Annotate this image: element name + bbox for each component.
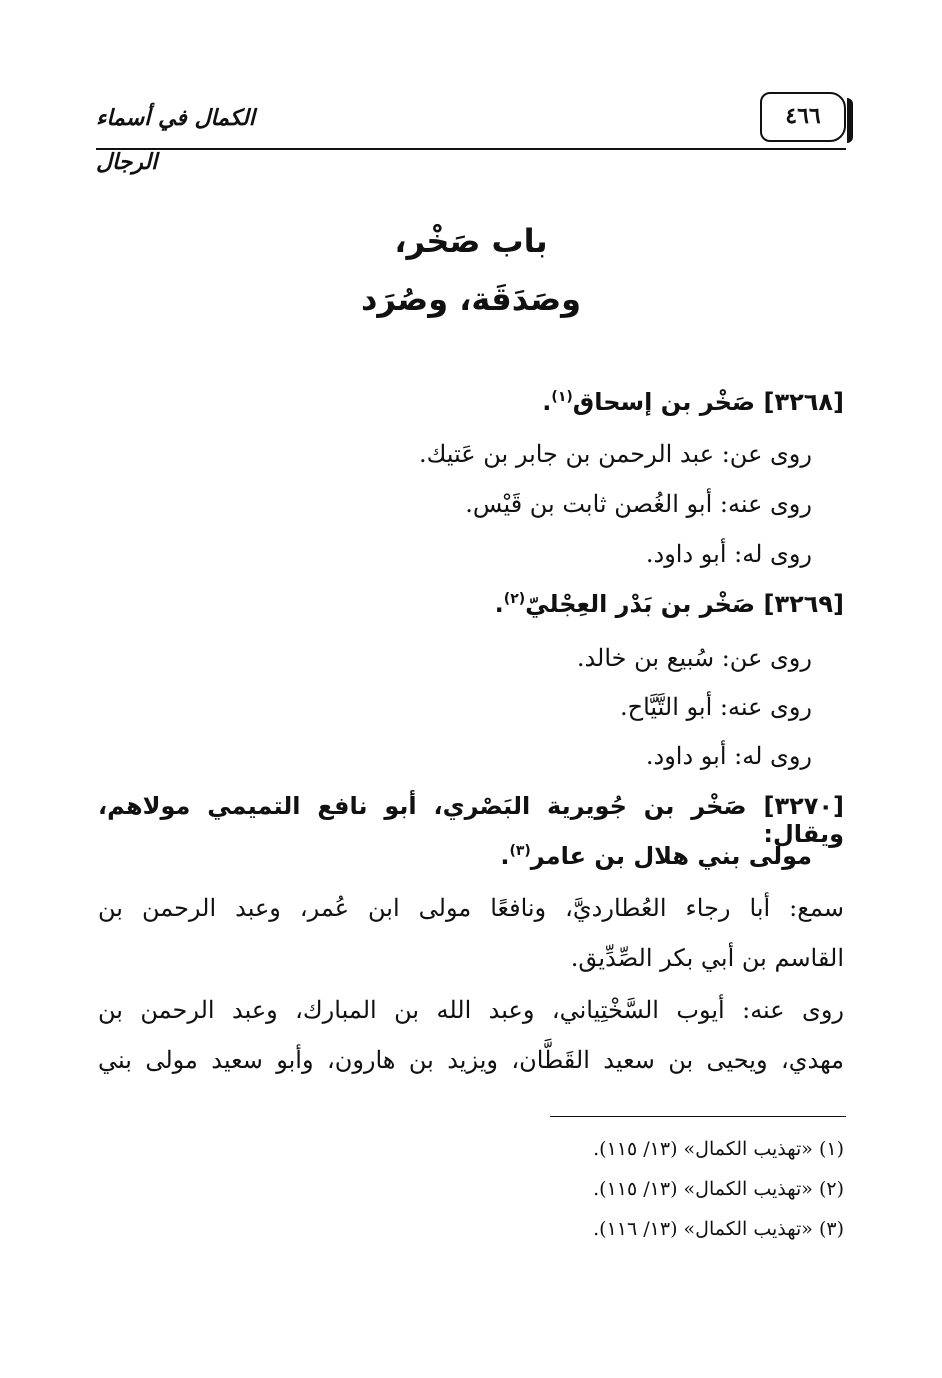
entry-heading: [٣٢٧٠] صَخْر بن جُويرية البَصْري، أبو نافع التميمي مولاهم، ويقال:: [98, 792, 844, 848]
header-rule: [96, 148, 846, 150]
entry-line: روى له: أبو داود.: [645, 742, 812, 770]
entry-line: مهدي، ويحيى بن سعيد القَطَّان، ويزيد بن هارون، وأبو سعيد مولى بني: [98, 1046, 844, 1074]
page-number: ٤٦٦: [760, 92, 846, 142]
footnote: (٣) «تهذيب الكمال» (١٣/ ١١٦).: [593, 1218, 844, 1240]
entry-heading-continued: مولى بني هلال بن عامر$^{(٣)}$.: [500, 842, 812, 870]
entry-line: سمع: أبا رجاء العُطارديَّ، ونافعًا مولى ابن عُمر، وعبد الرحمن بن: [98, 894, 844, 922]
entry-heading: [٣٢٦٨] صَخْر بن إسحاق$^{(١)}$.: [542, 388, 844, 416]
entry-line: روى عنه: أبو التَّيَّاح.: [619, 693, 812, 721]
footnote: (١) «تهذيب الكمال» (١٣/ ١١٥).: [593, 1138, 844, 1160]
entry-line: روى عنه: أيوب السَّخْتِياني، وعبد الله بن المبارك، وعبد الرحمن بن: [98, 996, 845, 1024]
footnote: (٢) «تهذيب الكمال» (١٣/ ١١٥).: [593, 1178, 844, 1200]
running-header-title: الكمال في أسماء الرجال: [96, 105, 255, 175]
entry-line: روى عن: سُبيع بن خالد.: [576, 644, 812, 672]
entry-heading: [٣٢٦٩] صَخْر بن بَدْر العِجْليّ$^{(٢)}$.: [494, 590, 844, 618]
entry-line: القاسم بن أبي بكر الصِّدِّيق.: [570, 944, 844, 972]
entry-line: روى عن: عبد الرحمن بن جابر بن عَتيك.: [418, 440, 812, 468]
footnote-rule: [550, 1116, 846, 1117]
chapter-title-line-1: باب صَخْر،: [394, 222, 548, 260]
entry-line: روى له: أبو داود.: [645, 540, 812, 568]
entry-line: روى عنه: أبو الغُصن ثابت بن قَيْس.: [465, 490, 812, 518]
chapter-title-line-2: وصَدَقَة، وصُرَد: [360, 280, 582, 318]
